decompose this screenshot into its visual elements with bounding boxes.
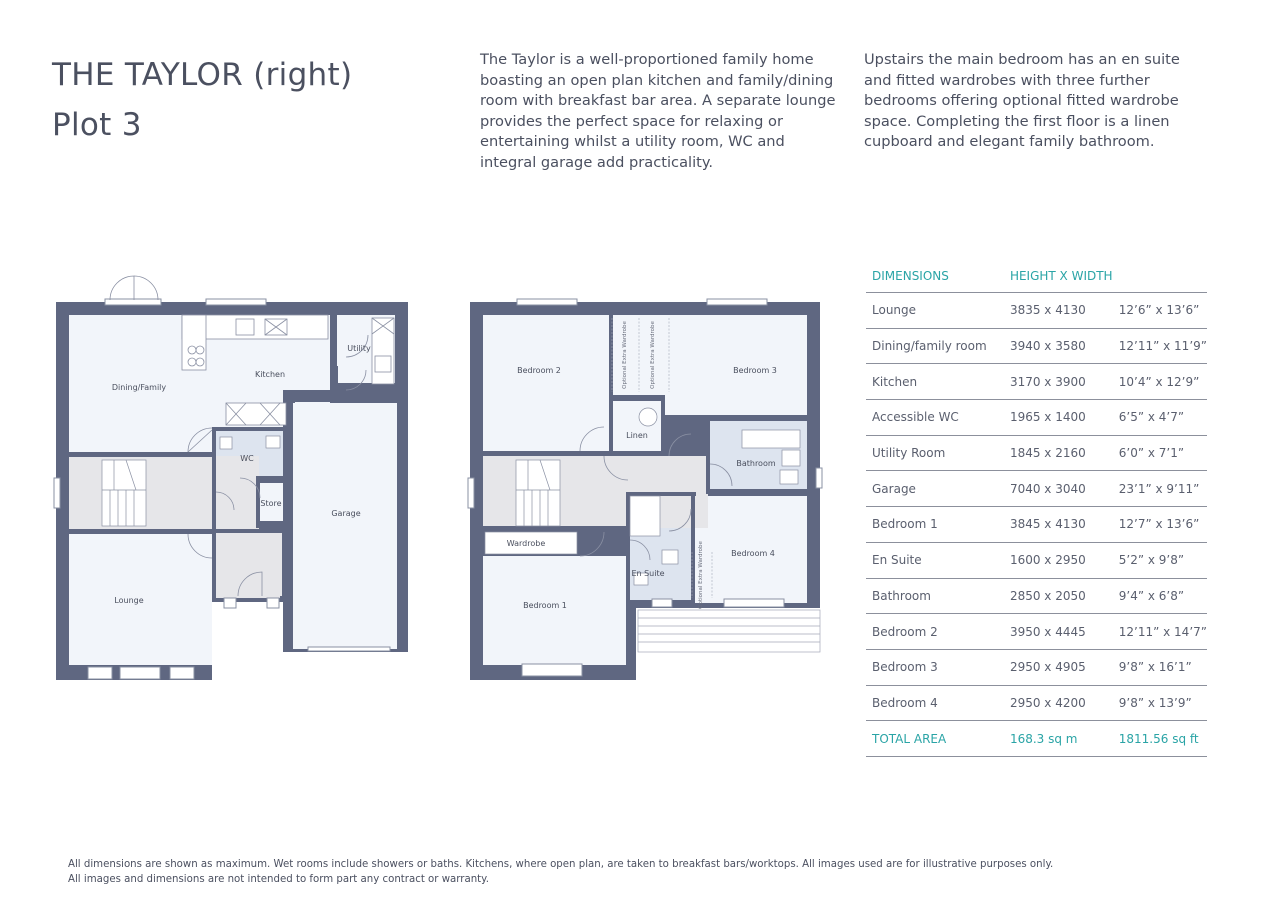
first-floor-plan: [462, 270, 832, 690]
cell-imperial: 6’5” x 4’7”: [1113, 400, 1207, 436]
garage-door: [308, 647, 390, 651]
table-row: [866, 293, 1207, 329]
cell-name: Bedroom 4: [866, 685, 1004, 721]
footer-disclaimer: [68, 858, 1053, 887]
ensuite-label: En Suite: [631, 569, 665, 578]
bedroom4-label: Bedroom 4: [731, 549, 775, 558]
landing-window: [468, 478, 474, 508]
bedroom4-window: [724, 599, 784, 607]
lounge-window-2: [120, 667, 160, 679]
ensuite-window: [652, 599, 672, 607]
cell-name: Lounge: [866, 293, 1004, 329]
header-height-width: HEIGHT X WIDTH: [1004, 260, 1207, 293]
dimensions-table: [866, 260, 1207, 757]
bathroom-label: Bathroom: [736, 459, 776, 468]
cell-name: Utility Room: [866, 435, 1004, 471]
bedroom2-room: [483, 315, 609, 451]
cell-metric: 2950 x 4905: [1004, 649, 1113, 685]
cell-metric: 1845 x 2160: [1004, 435, 1113, 471]
header-dimensions: DIMENSIONS: [866, 260, 1004, 293]
cell-imperial: 12’7” x 13’6”: [1113, 507, 1207, 543]
ground-floor-plan: [50, 270, 420, 690]
table-row: [866, 614, 1207, 650]
table-row: [866, 542, 1207, 578]
table-row: [866, 364, 1207, 400]
table-row: [866, 578, 1207, 614]
wardrobe-label: Wardrobe: [506, 539, 546, 548]
cell-metric: 1965 x 1400: [1004, 400, 1113, 436]
cell-metric: 3950 x 4445: [1004, 614, 1113, 650]
cell-metric: 2850 x 2050: [1004, 578, 1113, 614]
kitchen-label: Kitchen: [254, 370, 286, 379]
table-row: [866, 507, 1207, 543]
ground-floor-description: The Taylor is a well-proportioned family home boasting an open plan kitchen and family/dining room with breakfast bar area. A separate lounge provides the perfect space for relaxing or entertaining whilst a utility room, WC and integral garage add practicality.: [480, 51, 836, 171]
table-row: [866, 649, 1207, 685]
cell-metric: 3940 x 3580: [1004, 328, 1113, 364]
total-metric: 168.3 sq m: [1004, 721, 1113, 757]
cell-metric: 7040 x 3040: [1004, 471, 1113, 507]
linen-cupboard: [612, 401, 661, 451]
bedroom1-room: [483, 556, 626, 665]
cell-imperial: 23’1” x 9’11”: [1113, 471, 1207, 507]
table-row: [866, 471, 1207, 507]
cell-metric: 3170 x 3900: [1004, 364, 1113, 400]
first-stairs: [516, 460, 560, 526]
bedroom3-label: Bedroom 3: [733, 366, 777, 375]
bedroom3-room: [661, 315, 807, 415]
cell-name: Bedroom 3: [866, 649, 1004, 685]
table-row: [866, 435, 1207, 471]
hall-window: [54, 478, 60, 508]
cell-imperial: 9’4” x 6’8”: [1113, 578, 1207, 614]
cell-imperial: 12’11” x 14’7”: [1113, 614, 1207, 650]
table-header-row: [866, 260, 1207, 293]
cell-imperial: 9’8” x 16’1”: [1113, 649, 1207, 685]
cell-name: Garage: [866, 471, 1004, 507]
lounge-window-3: [170, 667, 194, 679]
lounge-label: Lounge: [114, 596, 144, 605]
entrance-side-right: [267, 598, 279, 608]
cell-metric: 1600 x 2950: [1004, 542, 1113, 578]
dining-label: Dining/Family: [111, 383, 167, 392]
cell-metric: 2950 x 4200: [1004, 685, 1113, 721]
cell-metric: 3845 x 4130: [1004, 507, 1113, 543]
bedroom2-window: [517, 299, 577, 305]
total-imperial: 1811.56 sq ft: [1113, 721, 1207, 757]
first-floor-description: Upstairs the main bedroom has an en suite and fitted wardrobes with three further bedrooms offering optional fitted wardrobe space. Completing the first floor is a linen cupboard and elegant family bathroom.: [864, 51, 1180, 151]
bedroom1-label: Bedroom 1: [523, 601, 567, 610]
opt-wardrobe-b-label: Optional Extra Wardrobe: [650, 321, 656, 389]
lounge-window-1: [88, 667, 112, 679]
opt-wardrobe-c-label: Optional Extra Wardrobe: [698, 541, 704, 609]
store-label: Store: [260, 499, 282, 508]
cell-imperial: 12’6” x 13’6”: [1113, 293, 1207, 329]
opt-wardrobe-a-label: Optional Extra Wardrobe: [622, 321, 628, 389]
table-row: [866, 328, 1207, 364]
bedroom3-window: [707, 299, 767, 305]
kitchen-window: [206, 299, 266, 305]
cell-name: Bedroom 1: [866, 507, 1004, 543]
bedroom2-label: Bedroom 2: [517, 366, 561, 375]
cell-imperial: 10’4” x 12’9”: [1113, 364, 1207, 400]
utility-label: Utility: [347, 344, 371, 353]
table-row: [866, 400, 1207, 436]
cell-name: Kitchen: [866, 364, 1004, 400]
bedroom1-window: [522, 664, 582, 676]
page-title: [52, 50, 352, 150]
cell-imperial: 9’8” x 13’9”: [1113, 685, 1207, 721]
cell-name: Bedroom 2: [866, 614, 1004, 650]
entrance-side-left: [224, 598, 236, 608]
linen-label: Linen: [626, 431, 648, 440]
cell-name: Bathroom: [866, 578, 1004, 614]
wc-label: WC: [240, 454, 254, 463]
footer-line-1: All dimensions are shown as maximum. Wet rooms include showers or baths. Kitchens, where open plan, are taken to breakfast bars/worktops. All images used are for illustrative purposes only.: [68, 859, 1054, 870]
cell-name: Accessible WC: [866, 400, 1004, 436]
cell-metric: 3835 x 4130: [1004, 293, 1113, 329]
garage-label: Garage: [331, 509, 361, 518]
title-line-2: Plot 3: [52, 107, 142, 143]
table-row: [866, 685, 1207, 721]
bathroom-window: [816, 468, 822, 488]
footer-line-2: All images and dimensions are not intended to form part any contract or warranty.: [68, 873, 489, 885]
total-label: TOTAL AREA: [866, 721, 1004, 757]
ground-stairs: [102, 460, 146, 526]
cell-imperial: 6’0” x 7’1”: [1113, 435, 1207, 471]
cell-name: En Suite: [866, 542, 1004, 578]
cell-imperial: 12’11” x 11’9”: [1113, 328, 1207, 364]
title-line-1: THE TAYLOR (right): [52, 57, 353, 93]
total-row: [866, 721, 1207, 757]
patio-doors: [105, 299, 161, 305]
cell-imperial: 5’2” x 9’8”: [1113, 542, 1207, 578]
cell-name: Dining/family room: [866, 328, 1004, 364]
